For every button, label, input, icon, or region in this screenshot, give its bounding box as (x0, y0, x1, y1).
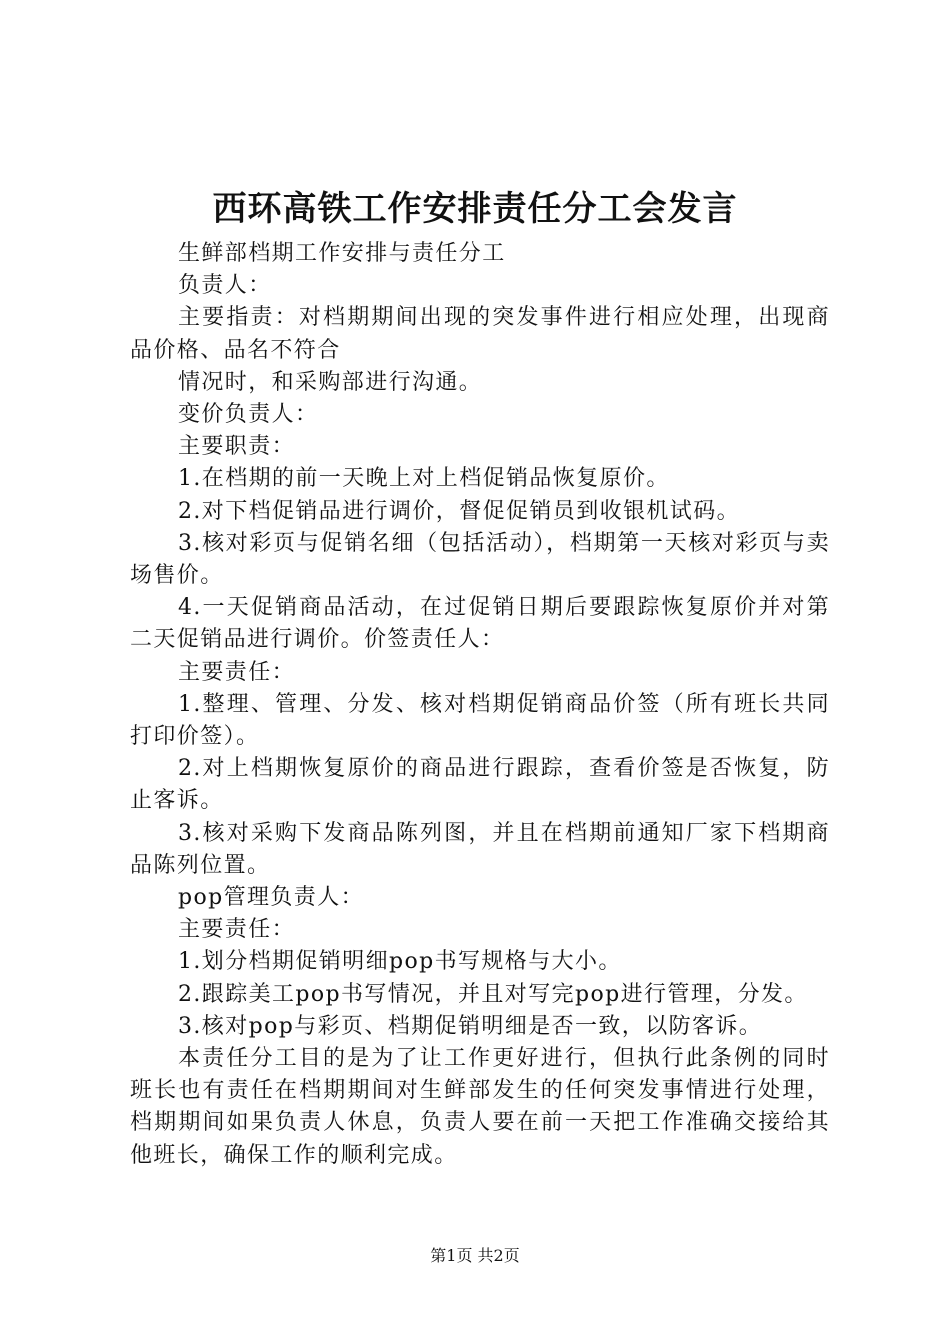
page-number: 第1页 共2页 (430, 1246, 520, 1265)
paragraph: 主要责任： (178, 917, 296, 943)
paragraph: 4.一天促销商品活动，在过促销日期后要跟踪恢复原价并对第二天促销品进行调价。价签责任人： (130, 595, 830, 653)
paragraph: 1.整理、管理、分发、核对档期促销商品价签（所有班长共同打印价签）。 (130, 691, 830, 750)
paragraph: 主要职责： (178, 434, 296, 460)
paragraph: 3.核对采购下发商品陈列图，并且在档期前通知厂家下档期商品陈列位置。 (130, 820, 830, 878)
paragraph: 2.对下档促销品进行调价，督促促销员到收银机试码。 (178, 498, 740, 524)
paragraph: 变价负责人： (178, 402, 319, 428)
paragraph: 主要责任： (178, 659, 296, 685)
paragraph: 1.在档期的前一天晚上对上档促销品恢复原价。 (178, 466, 670, 492)
paragraph: 主要指责：对档期期间出现的突发事件进行相应处理，出现商品价格、品名不符合 (130, 305, 830, 363)
paragraph: 3.核对pop与彩页、档期促销明细是否一致，以防客诉。 (178, 1013, 763, 1039)
paragraph: 生鲜部档期工作安排与责任分工 (178, 241, 506, 266)
paragraph: 1.划分档期促销明细pop书写规格与大小。 (178, 949, 622, 975)
paragraph: 2.跟踪美工pop书写情况，并且对写完pop进行管理，分发。 (178, 981, 808, 1007)
paragraph: 3.核对彩页与促销名细（包括活动），档期第一天核对彩页与卖场售价。 (130, 530, 830, 589)
paragraph: 2.对上档期恢复原价的商品进行跟踪，查看价签是否恢复，防止客诉。 (130, 756, 830, 814)
document-title: 西环高铁工作安排责任分工会发言 (212, 189, 738, 229)
paragraph: 情况时，和采购部进行沟通。 (178, 369, 483, 395)
paragraph: 本责任分工目的是为了让工作更好进行，但执行此条例的同时班长也有责任在档期期间对生鲜部发生的任何突发事情进行处理，档期期间如果负责人休息，负责人要在前一天把工作准确交接给其他班长，确保工作的顺利完成。 (130, 1046, 830, 1168)
document-body (130, 238, 830, 1172)
paragraph: pop管理负责人： (178, 885, 365, 911)
paragraph: 负责人： (178, 273, 272, 299)
